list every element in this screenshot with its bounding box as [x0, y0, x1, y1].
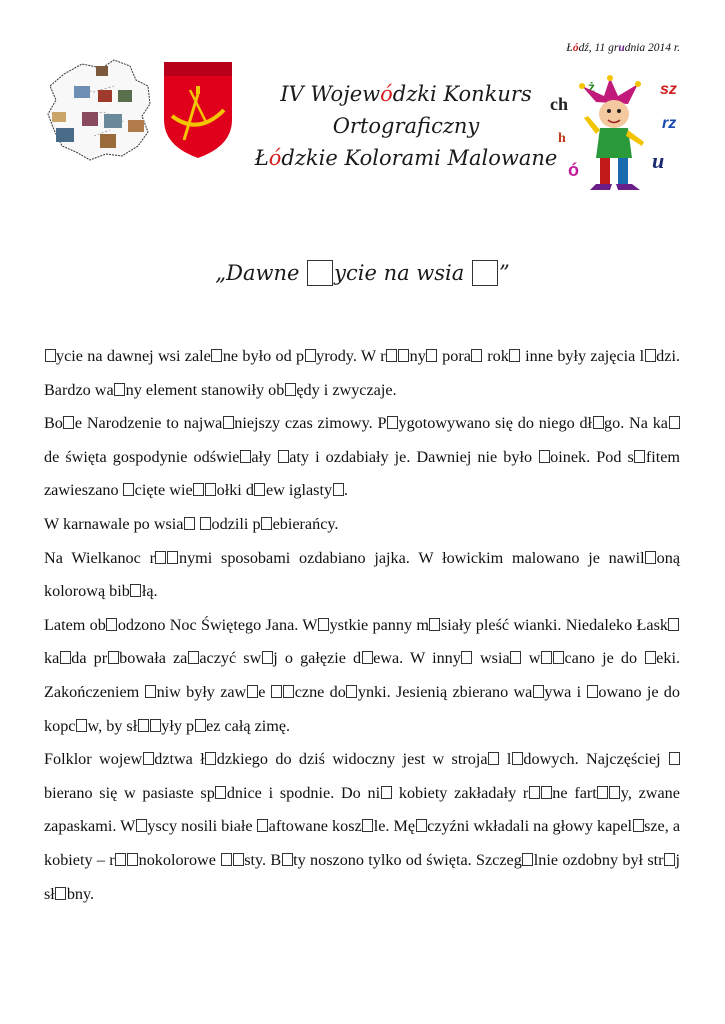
fill-in-blank[interactable] — [188, 651, 199, 664]
jester-letter-rz: rz — [662, 115, 677, 132]
fill-in-blank[interactable] — [282, 853, 293, 866]
fill-in-blank[interactable] — [461, 651, 472, 664]
fill-in-blank[interactable] — [271, 685, 282, 698]
contest-title — [236, 78, 576, 174]
fill-in-blank[interactable] — [136, 819, 147, 832]
fill-in-blank[interactable] — [541, 651, 552, 664]
jester-letter-o: ó — [568, 160, 579, 180]
fill-in-blank[interactable] — [633, 819, 644, 832]
fill-in-blank[interactable] — [416, 819, 427, 832]
fill-in-blank[interactable] — [645, 349, 656, 362]
fill-in-blank[interactable] — [645, 551, 656, 564]
fill-in-blank[interactable] — [285, 383, 296, 396]
fill-in-blank[interactable] — [221, 853, 232, 866]
jester-mascot-icon — [548, 72, 688, 207]
fill-in-blank[interactable] — [262, 651, 273, 664]
fill-in-blank[interactable] — [539, 450, 550, 463]
fill-in-blank[interactable] — [333, 483, 344, 496]
fill-in-blank[interactable] — [115, 853, 126, 866]
fill-in-blank[interactable] — [398, 349, 409, 362]
fill-in-blank[interactable] — [167, 551, 178, 564]
fill-in-blank[interactable] — [261, 517, 272, 530]
fill-in-blank[interactable] — [533, 685, 544, 698]
fill-in-blank[interactable] — [429, 618, 440, 631]
jester-letter-z: ż — [588, 79, 595, 95]
fill-in-blank[interactable] — [143, 752, 154, 765]
fill-in-blank[interactable] — [668, 618, 679, 631]
fill-in-blank[interactable] — [553, 651, 564, 664]
answer-box[interactable] — [307, 260, 333, 286]
text-title: „Dawne ycie na wsia ” — [215, 261, 510, 285]
fill-in-blank[interactable] — [155, 551, 166, 564]
fill-in-blank[interactable] — [509, 349, 520, 362]
fill-in-blank[interactable] — [386, 349, 397, 362]
fill-in-blank[interactable] — [522, 853, 533, 866]
jester-letter-sz: sz — [660, 81, 677, 98]
fill-in-blank[interactable] — [257, 819, 268, 832]
fill-in-blank[interactable] — [634, 450, 645, 463]
fill-in-blank[interactable] — [362, 651, 373, 664]
contest-title-line-3: Łódzkie Kolorami Malowane — [254, 146, 558, 170]
fill-in-blank[interactable] — [108, 651, 119, 664]
answer-box[interactable] — [472, 260, 498, 286]
fill-in-blank[interactable] — [254, 483, 265, 496]
fill-in-blank[interactable] — [597, 786, 608, 799]
fill-in-blank[interactable] — [609, 786, 620, 799]
fill-in-blank[interactable] — [127, 853, 138, 866]
fill-in-blank[interactable] — [215, 786, 226, 799]
fill-in-blank[interactable] — [587, 685, 598, 698]
contest-title-line-1: IV Wojewódzki Konkurs — [280, 82, 532, 106]
fill-in-blank[interactable] — [145, 685, 156, 698]
fill-in-blank[interactable] — [233, 853, 244, 866]
fill-in-blank[interactable] — [60, 651, 71, 664]
fill-in-blank[interactable] — [283, 685, 294, 698]
fill-in-blank[interactable] — [150, 719, 161, 732]
jester-letter-h: h — [558, 131, 566, 146]
fill-in-blank[interactable] — [63, 416, 74, 429]
fill-in-blank[interactable] — [45, 349, 56, 362]
fill-in-blank[interactable] — [381, 786, 392, 799]
fill-in-blank[interactable] — [76, 719, 87, 732]
jester-letter-ch: ch — [550, 94, 568, 114]
dictation-text — [44, 340, 680, 911]
paragraph-6: Folklor wojew dztwa ł dzkiego do dziś widoczny jest w stroja l dowych. Najczęściej bierano się w pasiaste sp dnice i spodnie. Do ni kobiety zakładały r ne fart y, zwane zapaskami. W yscy nosili białe aftowane kosz le. Mę czyźni wkładali na głowy kapel sze, a kobiety – r nokolorowe sty. B ty noszono tylko od święta. Szczeg lnie ozdobny był str j sł bny. — [44, 750, 681, 903]
fill-in-blank[interactable] — [278, 450, 289, 463]
lodz-voivodeship-map-icon — [44, 56, 156, 164]
fill-in-blank[interactable] — [195, 719, 206, 732]
jester-letter-u: u — [652, 148, 665, 173]
fill-in-blank[interactable] — [471, 349, 482, 362]
fill-in-blank[interactable] — [669, 752, 680, 765]
fill-in-blank[interactable] — [512, 752, 523, 765]
fill-in-blank[interactable] — [205, 483, 216, 496]
paragraph-4: Na Wielkanoc r nymi sposobami ozdabiano jajka. W łowickim malowano je nawil oną kolorową bib łą. — [44, 548, 680, 601]
fill-in-blank[interactable] — [106, 618, 117, 631]
fill-in-blank[interactable] — [362, 819, 373, 832]
fill-in-blank[interactable] — [488, 752, 499, 765]
fill-in-blank[interactable] — [247, 685, 258, 698]
fill-in-blank[interactable] — [669, 416, 680, 429]
paragraph-3: W karnawale po wsia odzili p ebierańcy. — [44, 514, 339, 533]
contest-title-line-2: Ortograficzny — [332, 114, 480, 138]
fill-in-blank[interactable] — [541, 786, 552, 799]
fill-in-blank[interactable] — [193, 483, 204, 496]
fill-in-blank[interactable] — [114, 383, 125, 396]
fill-in-blank[interactable] — [305, 349, 316, 362]
paragraph-1: ycie na dawnej wsi zale ne było od p yrody. W r ny pora rok inne były zajęcia l dzi. Bardzo wa ny element stanowiły ob ędy i zwyczaje. — [44, 347, 680, 399]
fill-in-blank[interactable] — [318, 618, 329, 631]
paragraph-5: Latem ob odzono Noc Świętego Jana. W ystkie panny m siały pleść wianki. Niedaleko Łask ka da pr bowała za aczyć sw j o gałęzie d ewa. W inny wsia w cano je do eki. Zakończeniem niw były zaw e czne do ynki. Jesienią zbierano wa ywa i owano je do kopc w, by sł yły p ez całą zimę. — [44, 615, 680, 735]
fill-in-blank[interactable] — [593, 416, 604, 429]
paragraph-2: Bo e Narodzenie to najwa niejszy czas zimowy. P ygotowywano się do niego dł go. Na kade święta gospodynie odświe ały aty i ozdabiały je. Dawniej nie było oinek. Pod s fitem zawieszano cięte wie ołki d ew iglasty . — [44, 414, 680, 500]
fill-in-blank[interactable] — [184, 517, 195, 530]
fill-in-blank[interactable] — [223, 416, 234, 429]
fill-in-blank[interactable] — [138, 719, 149, 732]
fill-in-blank[interactable] — [130, 584, 141, 597]
fill-in-blank[interactable] — [346, 685, 357, 698]
fill-in-blank[interactable] — [664, 853, 675, 866]
fill-in-blank[interactable] — [510, 651, 521, 664]
fill-in-blank[interactable] — [55, 887, 66, 900]
fill-in-blank[interactable] — [240, 450, 251, 463]
lodz-coat-of-arms-icon — [162, 60, 234, 160]
fill-in-blank[interactable] — [645, 651, 656, 664]
fill-in-blank[interactable] — [426, 349, 437, 362]
fill-in-blank[interactable] — [200, 517, 211, 530]
fill-in-blank[interactable] — [387, 416, 398, 429]
fill-in-blank[interactable] — [211, 349, 222, 362]
fill-in-blank[interactable] — [205, 752, 216, 765]
fill-in-blank[interactable] — [123, 483, 134, 496]
fill-in-blank[interactable] — [529, 786, 540, 799]
document-date: Łódź, 11 grudnia 2014 r. — [566, 42, 680, 54]
